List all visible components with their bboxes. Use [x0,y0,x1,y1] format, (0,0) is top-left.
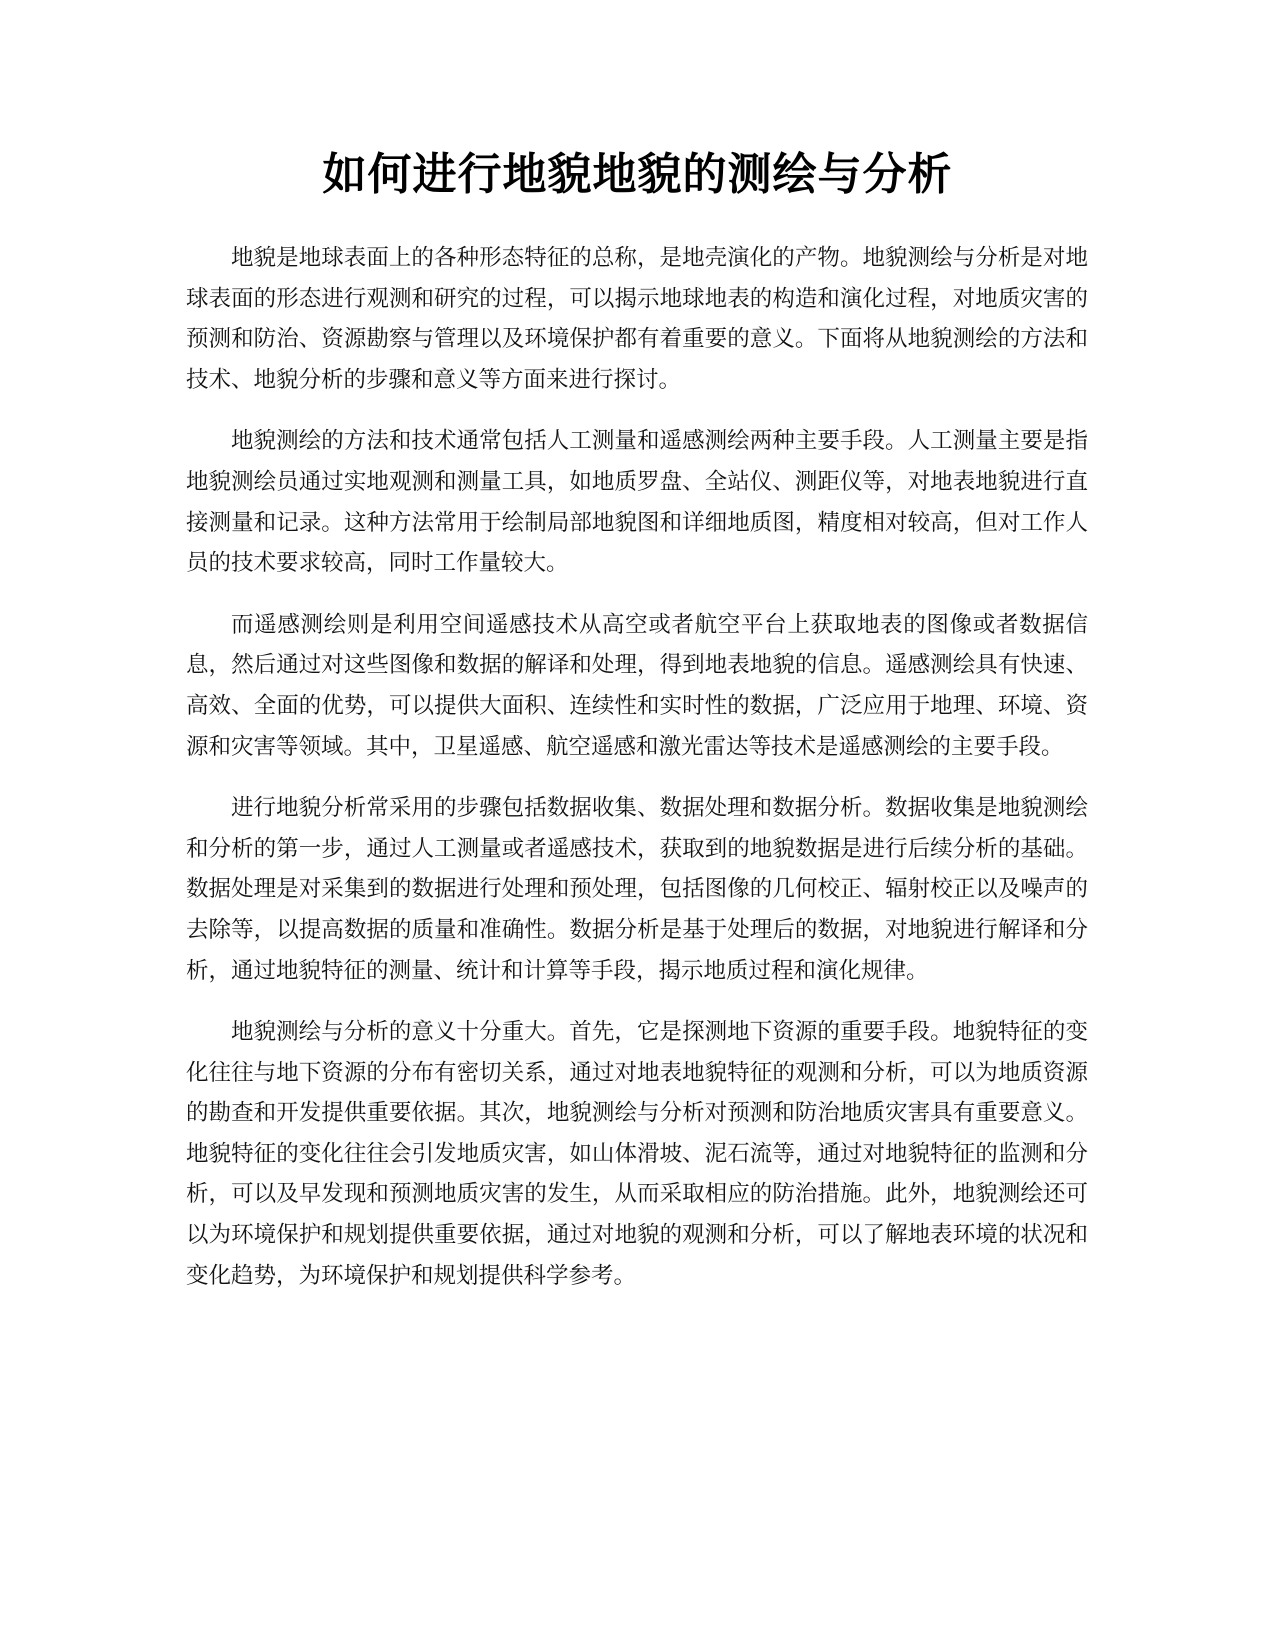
document-body [186,238,1088,1317]
paragraph-5: 地貌测绘与分析的意义十分重大。首先，它是探测地下资源的重要手段。地貌特征的变化往往与地下资源的分布有密切关系，通过对地表地貌特征的观测和分析，可以为地质资源的勘查和开发提供重要依据。其次，地貌测绘与分析对预测和防治地质灾害具有重要意义。地貌特征的变化往往会引发地质灾害，如山体滑坡、泥石流等，通过对地貌特征的监测和分析，可以及早发现和预测地质灾害的发生，从而采取相应的防治措施。此外，地貌测绘还可以为环境保护和规划提供重要依据，通过对地貌的观测和分析，可以了解地表环境的状况和变化趋势，为环境保护和规划提供科学参考。 [186,1019,1088,1289]
paragraph-4: 进行地貌分析常采用的步骤包括数据收集、数据处理和数据分析。数据收集是地貌测绘和分析的第一步，通过人工测量或者遥感技术，获取到的地貌数据是进行后续分析的基础。数据处理是对采集到的数据进行处理和预处理，包括图像的几何校正、辐射校正以及噪声的去除等，以提高数据的质量和准确性。数据分析是基于处理后的数据，对地貌进行解译和分析，通过地貌特征的测量、统计和计算等手段，揭示地质过程和演化规律。 [186,795,1088,984]
page-title: 如何进行地貌地貌的测绘与分析 [322,149,953,200]
paragraph-2: 地貌测绘的方法和技术通常包括人工测量和遥感测绘两种主要手段。人工测量主要是指地貌测绘员通过实地观测和测量工具，如地质罗盘、全站仪、测距仪等，对地表地貌进行直接测量和记录。这种方法常用于绘制局部地貌图和详细地质图，精度相对较高，但对工作人员的技术要求较高，同时工作量较大。 [186,428,1088,577]
paragraph-1: 地貌是地球表面上的各种形态特征的总称，是地壳演化的产物。地貌测绘与分析是对地球表面的形态进行观测和研究的过程，可以揭示地球地表的构造和演化过程，对地质灾害的预测和防治、资源勘察与管理以及环境保护都有着重要的意义。下面将从地貌测绘的方法和技术、地貌分析的步骤和意义等方面来进行探讨。 [186,245,1088,393]
paragraph-3: 而遥感测绘则是利用空间遥感技术从高空或者航空平台上获取地表的图像或者数据信息，然后通过对这些图像和数据的解译和处理，得到地表地貌的信息。遥感测绘具有快速、高效、全面的优势，可以提供大面积、连续性和实时性的数据，广泛应用于地理、环境、资源和灾害等领域。其中，卫星遥感、航空遥感和激光雷达等技术是遥感测绘的主要手段。 [186,611,1088,760]
